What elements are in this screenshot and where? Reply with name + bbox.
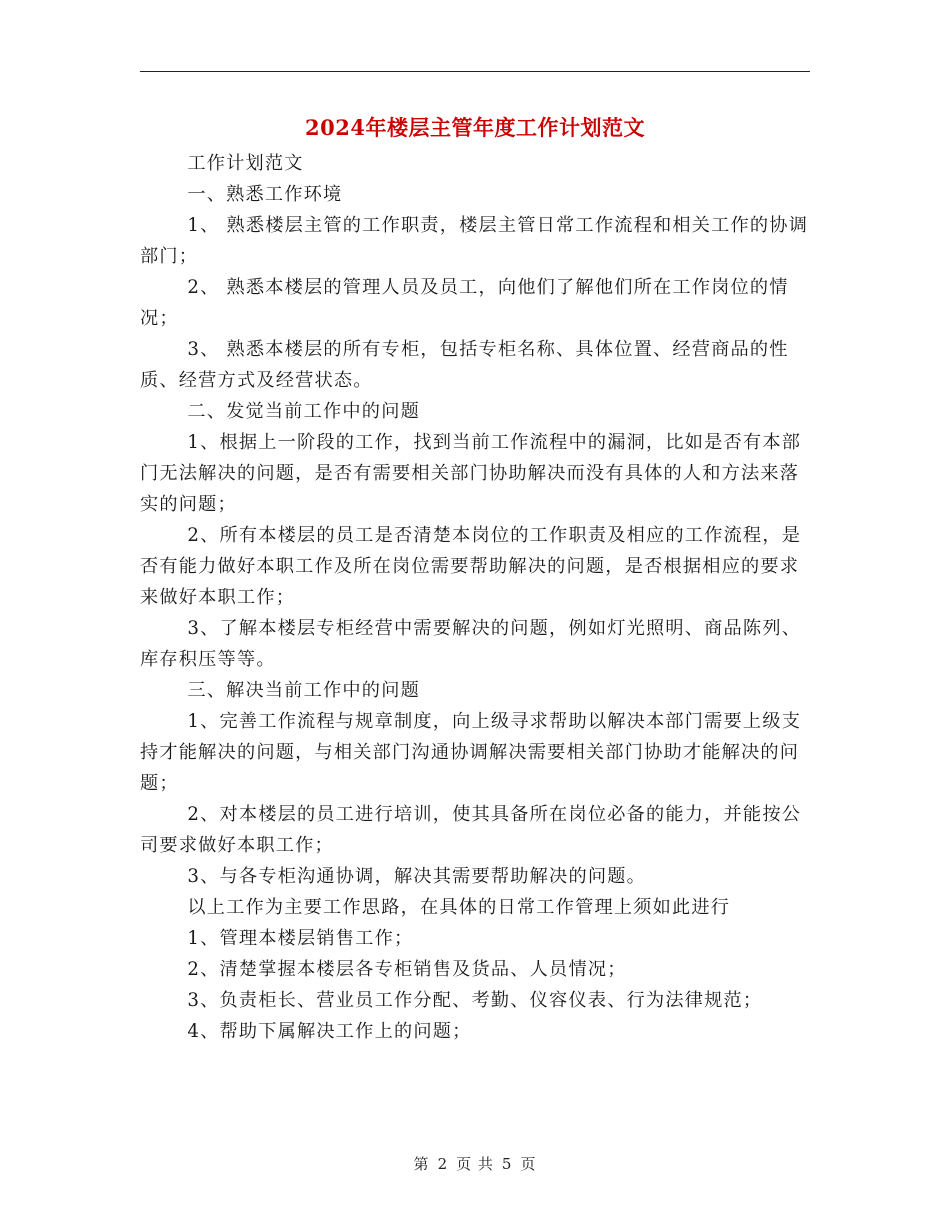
paragraph: 1、管理本楼层销售工作； bbox=[187, 928, 414, 949]
page-number: 2 bbox=[437, 1155, 449, 1173]
paragraph: 1、完善工作流程与规章制度，向上级寻求帮助以解决本部门需要上级支持才能解决的问题，与相关部门沟通协调解决需要相关部门协助才能解决的问题； bbox=[140, 711, 802, 794]
header-rule bbox=[140, 71, 810, 72]
total-pages: 5 bbox=[501, 1155, 513, 1173]
paragraph: 2、对本楼层的员工进行培训，使其具备所在岗位必备的能力，并能按公司要求做好本职工作； bbox=[140, 804, 802, 856]
paragraph: 3、与各专柜沟通协调，解决其需要帮助解决的问题。 bbox=[187, 866, 646, 887]
paragraph: 3、负责柜长、营业员工作分配、考勤、仪容仪表、行为法律规范； bbox=[187, 990, 763, 1011]
paragraph: 1、根据上一阶段的工作，找到当前工作流程中的漏洞，比如是否有本部门无法解决的问题，是否有需要相关部门协助解决而没有具体的人和方法来落实的问题； bbox=[140, 432, 802, 515]
paragraph: 2、所有本楼层的员工是否清楚本岗位的工作职责及相应的工作流程，是否有能力做好本职工作及所在岗位需要帮助解决的问题，是否根据相应的要求来做好本职工作； bbox=[140, 525, 802, 608]
paragraph: 1、 熟悉楼层主管的工作职责，楼层主管日常工作流程和相关工作的协调部门； bbox=[140, 215, 809, 267]
paragraph: 工作计划范文 bbox=[187, 153, 304, 174]
section-heading: 三、解决当前工作中的问题 bbox=[187, 680, 420, 701]
paragraph: 3、 熟悉本楼层的所有专柜，包括专柜名称、具体位置、经营商品的性质、经营方式及经营状态。 bbox=[140, 339, 789, 391]
footer-suffix: 页 bbox=[520, 1155, 537, 1173]
page-footer bbox=[0, 1153, 950, 1174]
section-heading: 一、熟悉工作环境 bbox=[187, 184, 343, 205]
document-title: 2024年楼层主管年度工作计划范文 bbox=[305, 115, 645, 140]
section-heading: 二、发觉当前工作中的问题 bbox=[187, 401, 420, 422]
paragraph: 2、 熟悉本楼层的管理人员及员工，向他们了解他们所在工作岗位的情况； bbox=[140, 277, 789, 329]
paragraph: 2、清楚掌握本楼层各专柜销售及货品、人员情况； bbox=[187, 959, 627, 980]
footer-mid: 页 共 bbox=[456, 1155, 494, 1173]
document-body bbox=[140, 148, 810, 1047]
paragraph: 以上工作为主要工作思路，在具体的日常工作管理上须如此进行 bbox=[187, 897, 731, 918]
paragraph: 3、了解本楼层专柜经营中需要解决的问题，例如灯光照明、商品陈列、库存积压等等。 bbox=[140, 618, 802, 670]
footer-prefix: 第 bbox=[413, 1155, 430, 1173]
paragraph: 4、帮助下属解决工作上的问题； bbox=[187, 1021, 472, 1042]
